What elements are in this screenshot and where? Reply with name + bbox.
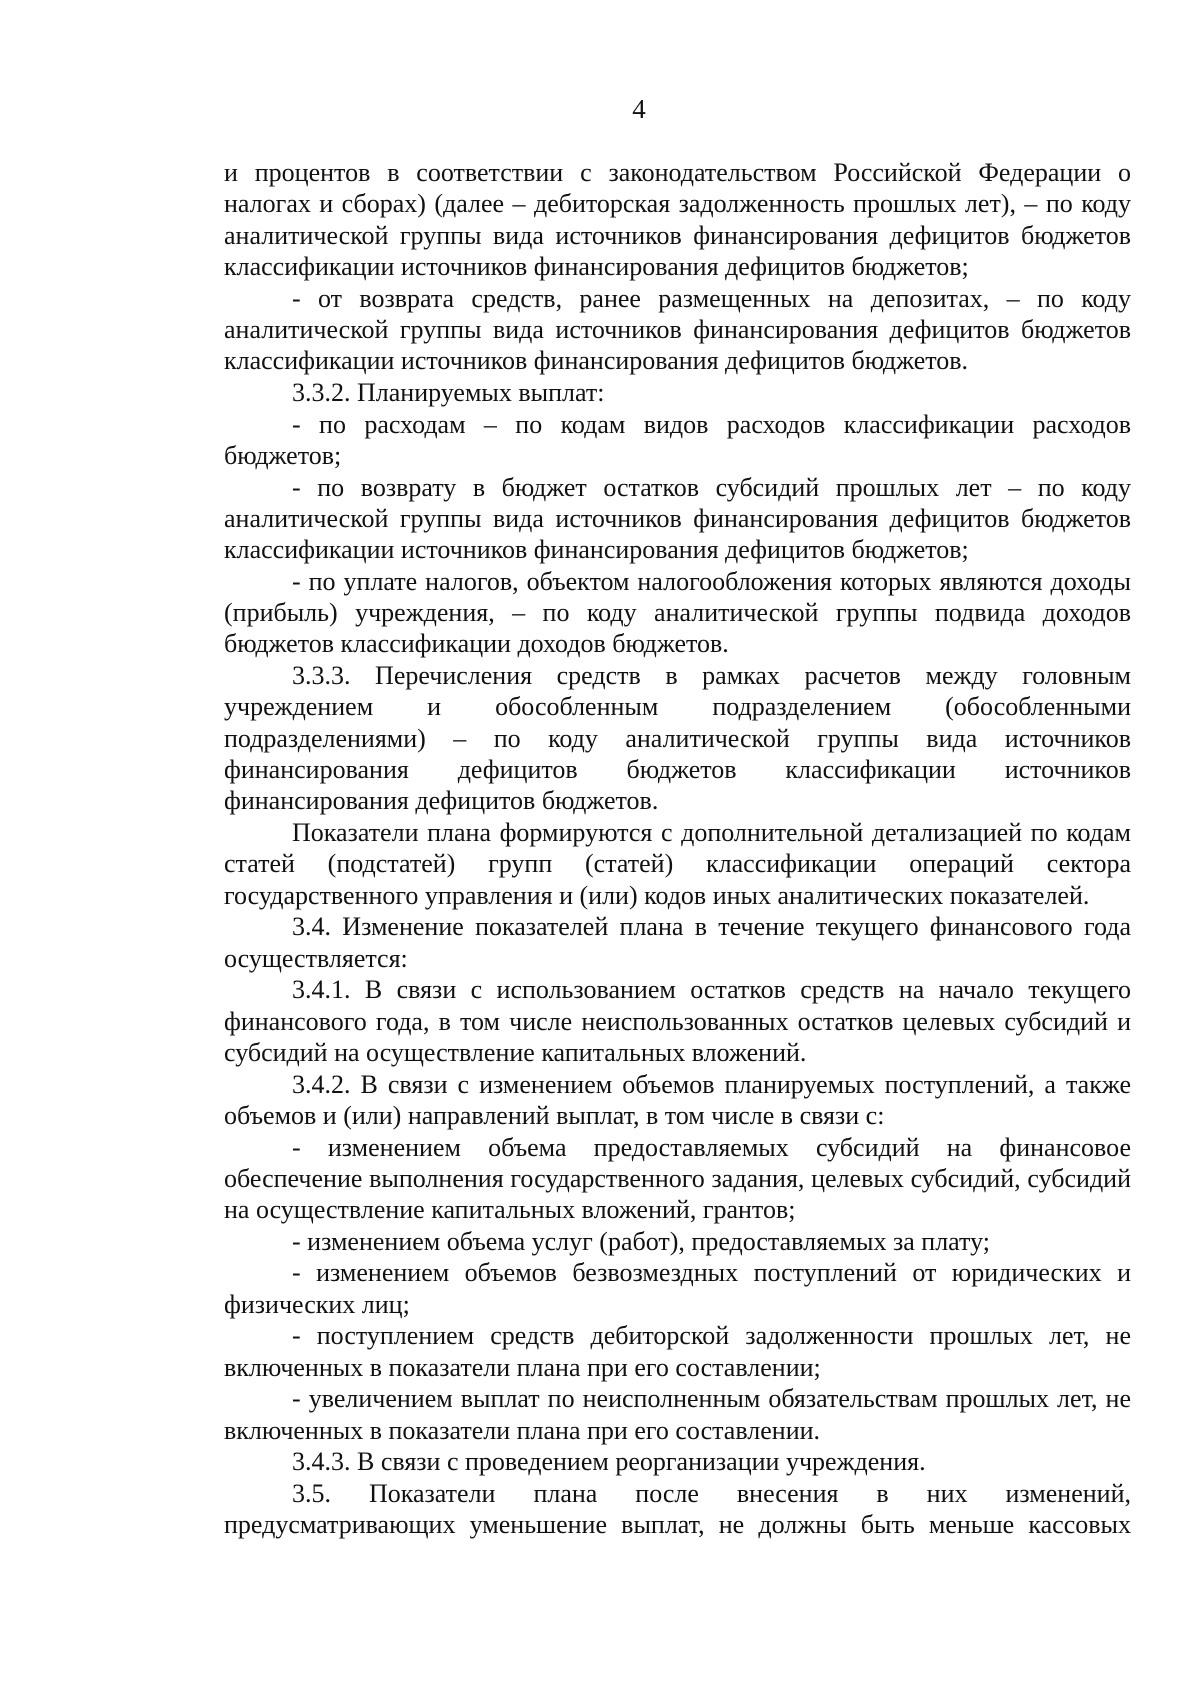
paragraph-continuation: и процентов в соответствии с законодательством Российской Федерации о налогах и сборах) (далее – дебиторская задолженность прошлых лет), – по коду аналитической группы вида источников финансирования дефицитов бюджетов классификации источников финансирования дефицитов бюджетов; (224, 158, 1131, 281)
paragraph-expenses: - по расходам – по кодам видов расходов классификации расходов бюджетов; (224, 409, 1131, 470)
page-number: 4 (632, 94, 646, 124)
paragraph-paid-services: - изменением объема услуг (работ), предоставляемых за плату; (292, 1226, 990, 1256)
document-body (224, 157, 1131, 1541)
paragraph-subsidy-volume: - изменением объема предоставляемых субсидий на финансовое обеспечение выполнения государственного задания, целевых субсидий, субсидий на осуществление капитальных вложений, грантов; (224, 1132, 1131, 1225)
paragraph-obligations: - увеличением выплат по неисполненным обязательствам прошлых лет, не включенных в показатели плана при его составлении. (224, 1384, 1131, 1445)
paragraph-receivables: - поступлением средств дебиторской задолженности прошлых лет, не включенных в показатели плана при его составлении; (224, 1321, 1131, 1382)
paragraph-free-receipts: - изменением объемов безвозмездных поступлений от юридических и физических лиц; (224, 1258, 1131, 1319)
paragraph-3-3-2: 3.3.2. Планируемых выплат: (292, 377, 605, 407)
paragraph-3-4: 3.4. Изменение показателей плана в течение текущего финансового года осуществляется: (224, 912, 1131, 973)
paragraph-subsidy-return: - по возврату в бюджет остатков субсидий прошлых лет – по коду аналитической группы вида источников финансирования дефицитов бюджетов классификации источников финансирования дефицитов бюджетов; (224, 472, 1131, 565)
paragraph-3-3-3: 3.3.3. Перечисления средств в рамках расчетов между головным учреждением и обособленным подразделением (обособленными подразделениями) – по коду аналитической группы вида источников финансирования дефицитов бюджетов классификации источников финансирования дефицитов бюджетов. (224, 661, 1131, 816)
paragraph-3-4-3: 3.4.3. В связи с проведением реорганизации учреждения. (292, 1447, 926, 1477)
paragraph-deposits: - от возврата средств, ранее размещенных на депозитах, – по коду аналитической группы вида источников финансирования дефицитов бюджетов классификации источников финансирования дефицитов бюджетов. (224, 283, 1131, 376)
paragraph-3-4-1: 3.4.1. В связи с использованием остатков средств на начало текущего финансового года, в том числе неиспользованных остатков целевых субсидий и субсидий на осуществление капитальных вложений. (224, 975, 1131, 1067)
paragraph-taxes: - по уплате налогов, объектом налогообложения которых являются доходы (прибыль) учреждения, – по коду аналитической группы подвида доходов бюджетов классификации доходов бюджетов. (224, 566, 1131, 659)
paragraph-plan-detail: Показатели плана формируются с дополнительной детализацией по кодам статей (подстатей) групп (статей) классификации операций сектора государственного управления и (или) кодов иных аналитических показателей. (224, 817, 1131, 910)
paragraph-3-5: 3.5. Показатели плана после внесения в них изменений, предусматривающих уменьшение выплат, не должны быть меньше кассовых (224, 1479, 1131, 1540)
paragraph-3-4-2: 3.4.2. В связи с изменением объемов планируемых поступлений, а также объемов и (или) направлений выплат, в том числе в связи с: (224, 1069, 1131, 1130)
